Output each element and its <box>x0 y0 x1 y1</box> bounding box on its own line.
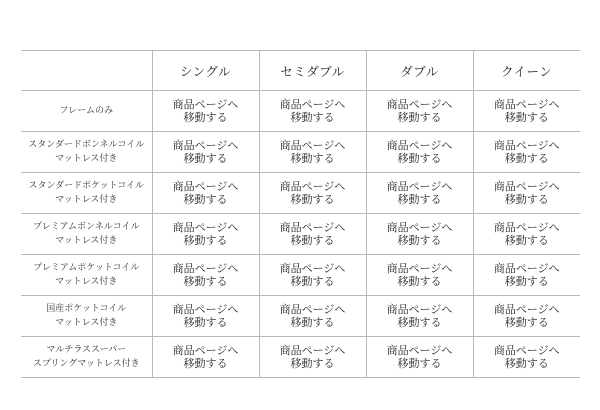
corner-cell <box>21 51 152 91</box>
row-label: 国産ポケットコイル マットレス付き <box>21 296 152 337</box>
product-page-link[interactable]: 商品ページへ 移動する <box>152 255 259 296</box>
product-page-link[interactable]: 商品ページへ 移動する <box>152 337 259 378</box>
header-row <box>21 51 580 91</box>
row-label: フレームのみ <box>21 91 152 132</box>
product-page-link[interactable]: 商品ページへ 移動する <box>366 214 473 255</box>
product-page-link[interactable]: 商品ページへ 移動する <box>473 296 580 337</box>
product-page-link[interactable]: 商品ページへ 移動する <box>366 255 473 296</box>
column-header-single: シングル <box>152 51 259 91</box>
product-page-link[interactable]: 商品ページへ 移動する <box>366 337 473 378</box>
product-page-link[interactable]: 商品ページへ 移動する <box>152 91 259 132</box>
product-page-link[interactable]: 商品ページへ 移動する <box>152 296 259 337</box>
product-page-link[interactable]: 商品ページへ 移動する <box>473 255 580 296</box>
row-label: スタンダードボンネルコイル マットレス付き <box>21 132 152 173</box>
product-page-link[interactable]: 商品ページへ 移動する <box>152 173 259 214</box>
row-label: プレミアムボンネルコイル マットレス付き <box>21 214 152 255</box>
product-page-link[interactable]: 商品ページへ 移動する <box>366 173 473 214</box>
column-header-double: ダブル <box>366 51 473 91</box>
product-page-link[interactable]: 商品ページへ 移動する <box>259 337 366 378</box>
row-label: スタンダードポケットコイル マットレス付き <box>21 173 152 214</box>
column-header-queen: クイーン <box>473 51 580 91</box>
product-page-link[interactable]: 商品ページへ 移動する <box>259 255 366 296</box>
table-row <box>21 337 580 378</box>
product-page-link[interactable]: 商品ページへ 移動する <box>473 214 580 255</box>
table-row <box>21 173 580 214</box>
product-page-link[interactable]: 商品ページへ 移動する <box>366 296 473 337</box>
size-comparison-table <box>21 50 580 378</box>
column-header-semi-double: セミダブル <box>259 51 366 91</box>
product-page-link[interactable]: 商品ページへ 移動する <box>473 132 580 173</box>
product-page-link[interactable]: 商品ページへ 移動する <box>259 214 366 255</box>
table-row <box>21 132 580 173</box>
product-page-link[interactable]: 商品ページへ 移動する <box>473 91 580 132</box>
table-row <box>21 91 580 132</box>
product-page-link[interactable]: 商品ページへ 移動する <box>259 296 366 337</box>
product-page-link[interactable]: 商品ページへ 移動する <box>366 91 473 132</box>
row-label: マルチラススーパー スプリングマットレス付き <box>21 337 152 378</box>
table-row <box>21 255 580 296</box>
product-page-link[interactable]: 商品ページへ 移動する <box>473 337 580 378</box>
product-page-link[interactable]: 商品ページへ 移動する <box>366 132 473 173</box>
product-page-link[interactable]: 商品ページへ 移動する <box>473 173 580 214</box>
table-row <box>21 296 580 337</box>
product-page-link[interactable]: 商品ページへ 移動する <box>259 132 366 173</box>
product-page-link[interactable]: 商品ページへ 移動する <box>152 214 259 255</box>
product-page-link[interactable]: 商品ページへ 移動する <box>259 173 366 214</box>
product-page-link[interactable]: 商品ページへ 移動する <box>259 91 366 132</box>
row-label: プレミアムポケットコイル マットレス付き <box>21 255 152 296</box>
product-page-link[interactable]: 商品ページへ 移動する <box>152 132 259 173</box>
table-row <box>21 214 580 255</box>
